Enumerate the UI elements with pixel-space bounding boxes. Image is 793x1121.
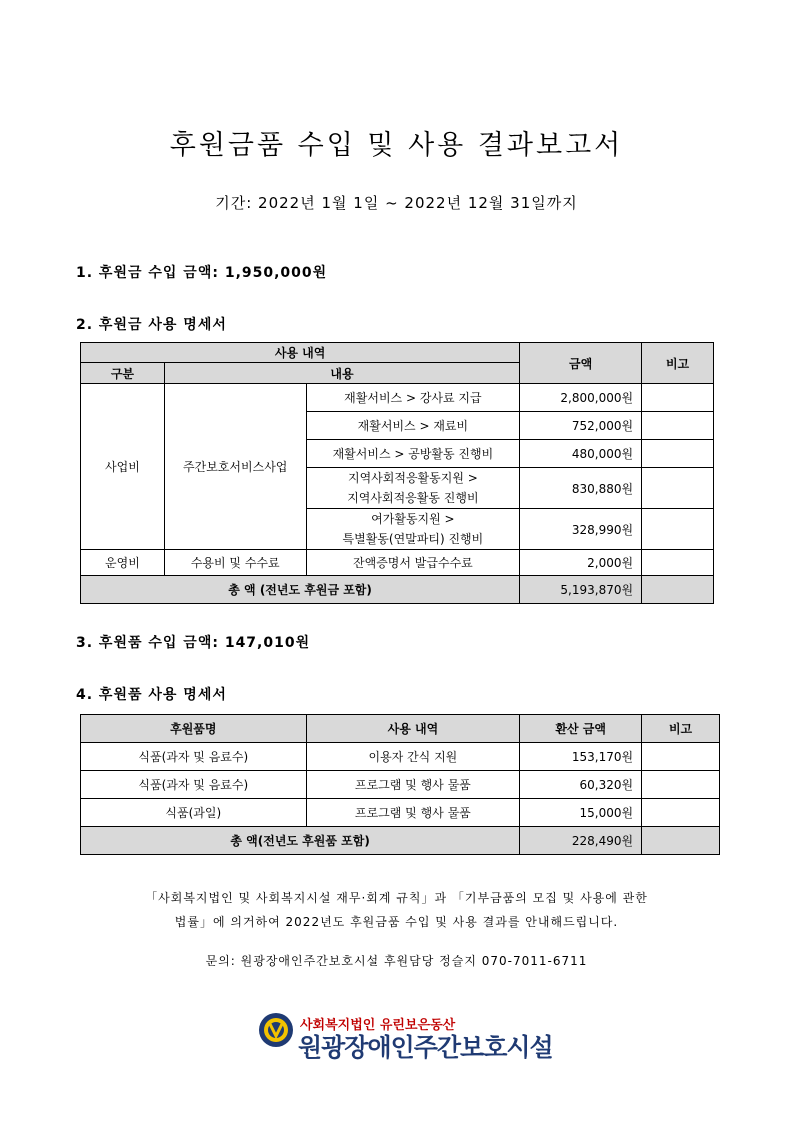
- header-amount: 환산 금액: [520, 715, 642, 743]
- total-amount: 228,490원: [520, 827, 642, 855]
- header-amount: 금액: [520, 343, 642, 384]
- group-type-business: 사업비: [81, 384, 165, 550]
- section-goods-income: 3. 후원품 수입 금액: 147,010원: [76, 635, 311, 651]
- goods-item: 식품(과자 및 음료수): [81, 743, 307, 771]
- usage-content: 잔액증명서 발급수수료: [306, 550, 520, 576]
- header-note: 비고: [642, 343, 714, 384]
- goods-usage: 이용자 간식 지원: [306, 743, 520, 771]
- usage-note: [642, 384, 714, 412]
- organization-logo: [258, 1012, 553, 1062]
- usage-content: 재활서비스 > 강사료 지급: [306, 384, 520, 412]
- report-period: 기간: 2022년 1월 1일 ~ 2022년 12월 31일까지: [215, 194, 578, 212]
- usage-content-line2: 지역사회적응활동 진행비: [347, 491, 479, 505]
- legal-notice-line2: 법률」에 의거하여 2022년도 후원금품 수입 및 사용 결과를 안내해드립니다.: [174, 915, 619, 929]
- usage-note: [642, 440, 714, 468]
- legal-notice: [0, 886, 793, 934]
- usage-amount: 2,000원: [520, 550, 642, 576]
- total-note: [642, 827, 720, 855]
- usage-note: [642, 550, 714, 576]
- goods-usage: 프로그램 및 행사 물품: [306, 771, 520, 799]
- group-category-fees: 수용비 및 수수료: [164, 550, 306, 576]
- donation-usage-table: [80, 342, 714, 604]
- goods-item: 식품(과자 및 음료수): [81, 771, 307, 799]
- document-title: 후원금품 수입 및 사용 결과보고서: [169, 130, 624, 161]
- total-amount: 5,193,870원: [520, 576, 642, 604]
- usage-content: 재활서비스 > 공방활동 진행비: [306, 440, 520, 468]
- usage-amount: 830,880원: [520, 468, 642, 509]
- contact-info: 문의: 원광장애인주간보호시설 후원담당 정슬지 070-7011-6711: [205, 954, 588, 968]
- section-goods-usage: 4. 후원품 사용 명세서: [76, 687, 227, 703]
- usage-content-line2: 특별활동(연말파티) 진행비: [342, 532, 484, 546]
- usage-content-line1: 여가활동지원 >: [371, 512, 455, 526]
- header-usage: 사용 내역: [81, 343, 520, 363]
- goods-amount: 153,170원: [520, 743, 642, 771]
- goods-item: 식품(과일): [81, 799, 307, 827]
- usage-amount: 2,800,000원: [520, 384, 642, 412]
- header-note: 비고: [642, 715, 720, 743]
- total-note: [642, 576, 714, 604]
- group-type-operating: 운영비: [81, 550, 165, 576]
- section-donation-income: 1. 후원금 수입 금액: 1,950,000원: [76, 265, 328, 281]
- usage-note: [642, 468, 714, 509]
- header-content: 내용: [164, 363, 519, 384]
- usage-content: [306, 468, 520, 509]
- header-item: 후원품명: [81, 715, 307, 743]
- total-label: 총 액 (전년도 후원금 포함): [81, 576, 520, 604]
- usage-amount: 752,000원: [520, 412, 642, 440]
- total-label: 총 액(전년도 후원품 포함): [81, 827, 520, 855]
- usage-amount: 328,990원: [520, 509, 642, 550]
- goods-amount: 15,000원: [520, 799, 642, 827]
- usage-amount: 480,000원: [520, 440, 642, 468]
- goods-note: [642, 771, 720, 799]
- group-category-day-care: 주간보호서비스사업: [164, 384, 306, 550]
- usage-note: [642, 412, 714, 440]
- legal-notice-line1: 「사회복지법인 및 사회복지시설 재무·회계 규칙」과 「기부금품의 모집 및 사용에 관한: [145, 891, 648, 905]
- header-usage: 사용 내역: [306, 715, 520, 743]
- logo-org-name: 사회복지법인 유린보은동산: [300, 1018, 456, 1033]
- goods-amount: 60,320원: [520, 771, 642, 799]
- goods-usage: 프로그램 및 행사 물품: [306, 799, 520, 827]
- usage-note: [642, 509, 714, 550]
- goods-note: [642, 743, 720, 771]
- section-donation-usage: 2. 후원금 사용 명세서: [76, 317, 227, 333]
- usage-content-line1: 지역사회적응활동지원 >: [347, 471, 478, 485]
- header-category: 구분: [81, 363, 165, 384]
- goods-note: [642, 799, 720, 827]
- logo-facility-name: 원광장애인주간보호시설: [298, 1033, 553, 1062]
- goods-usage-table: [80, 714, 720, 855]
- usage-content: [306, 509, 520, 550]
- usage-content: 재활서비스 > 재료비: [306, 412, 520, 440]
- emblem-icon: [258, 1012, 294, 1048]
